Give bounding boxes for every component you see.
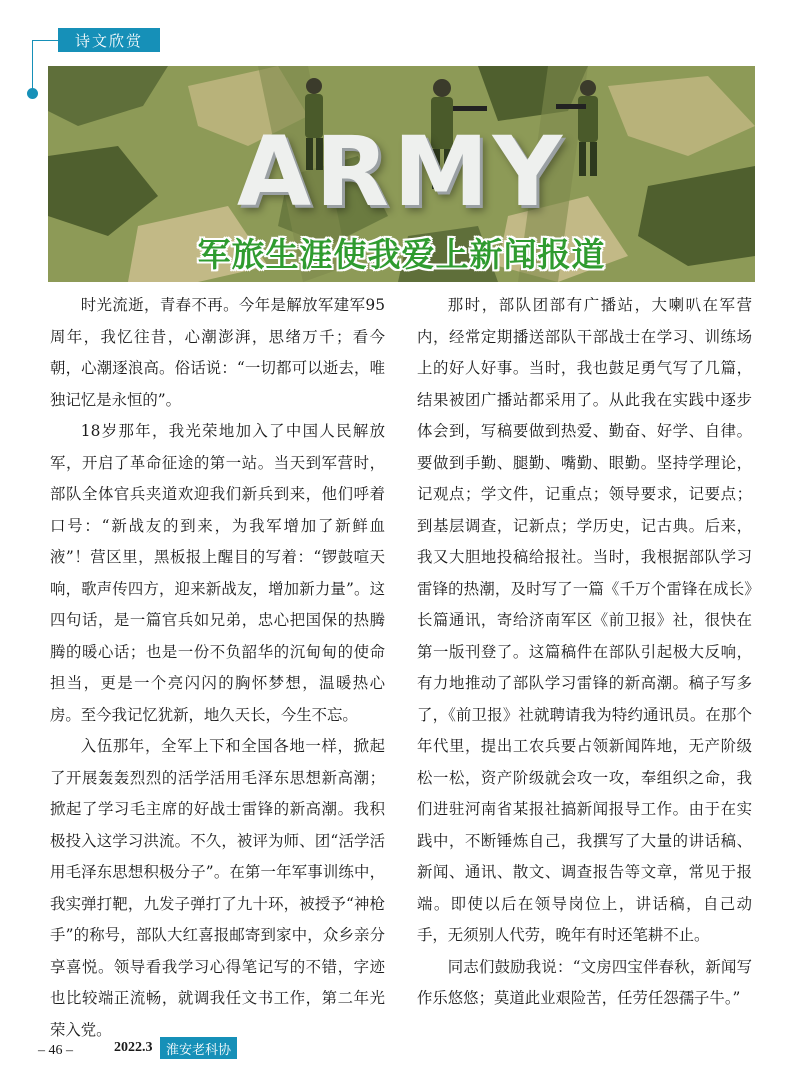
issue-number: 2022.3 <box>114 1040 153 1055</box>
article-column-right <box>417 290 752 1015</box>
paragraph: 同志们鼓励我说：“文房四宝伴春秋，新闻写作乐悠悠；莫道此业艰险苦，任劳任怨孺子牛。” <box>417 957 752 1007</box>
paragraph: 时光流逝，青春不再。今年是解放军建军95周年，我忆往昔，心潮澎湃，思绪万千；看今朝，心潮逐浪高。俗话说：“一切都可以逝去，唯独记忆是永恒的”。 <box>50 296 385 409</box>
title-banner <box>48 66 755 282</box>
section-tag-line <box>32 40 58 41</box>
section-tag: 诗文欣赏 <box>58 28 160 52</box>
paragraph: 18岁那年，我光荣地加入了中国人民解放军，开启了革命征途的第一站。当天到军营时，部队全体官兵夹道欢迎我们新兵到来，他们呼着口号：“新战友的到来，为我军增加了新鲜血液”！营区里，黑板报上醒目的写着：“锣鼓喧天响，歌声传四方，迎来新战友，增加新力量”。这四句话，是一篇官兵如兄弟，忠心把国保的热腾腾的暖心话；也是一份不负韶华的沉甸甸的使命担当，更是一个亮闪闪的胸怀梦想，温暖热心房。至今我记忆犹新，地久天长，今生不忘。 <box>50 422 385 724</box>
paragraph: 那时，部队团部有广播站，大喇叭在军营内，经常定期播送部队干部战士在学习、训练场上的好人好事。当时，我也鼓足勇气写了几篇，结果被团广播站都采用了。从此我在实践中逐步体会到，写稿要做到热爱、勤奋、好学、自律。要做到手勤、腿勤、嘴勤、眼勤。坚持学理论，记观点；学文件，记重点；领导要求，记要点；到基层调查，记新点；学历史，记古典。后来，我又大胆地投稿给报社。当时，我根据部队学习雷锋的热潮，及时写了一篇《千万个雷锋在成长》长篇通讯，寄给济南军区《前卫报》社，很快在第一版刊登了。这篇稿件在部队引起极大反响，有力地推动了部队学习雷锋的新高潮。稿子写多了，《前卫报》社就聘请我为特约通讯员。在那个年代里，提出工农兵要占领新闻阵地，无产阶级松一松，资产阶级就会攻一攻，奉组织之命，我们进驻河南省某报社搞新闻报导工作。由于在实践中，不断锤炼自己，我撰写了大量的讲话稿、新闻、通讯、散文、调查报告等文章，常见于报端。即使以后在领导岗位上，讲话稿，自己动手，无须别人代劳，晚年有时还笔耕不止。 <box>417 296 752 944</box>
article-column-left <box>50 290 385 1046</box>
section-tag-line <box>32 40 33 92</box>
page-number: – 46 – <box>38 1043 73 1058</box>
army-title-art: ARMY <box>236 116 567 228</box>
article-title: 军旅生涯使我爱上新闻报道 <box>197 235 606 274</box>
paragraph: 入伍那年，全军上下和全国各地一样，掀起了开展轰轰烈烈的活学活用毛泽东思想新高潮；掀起了学习毛主席的好战士雷锋的新高潮。我积极投入这学习洪流。不久，被评为师、团“活学活用毛泽东思想积极分子”。在第一年军事训练中，我实弹打靶，九发子弹打了九十环，被授予“神枪手”的称号，部队大红喜报邮寄到家中，众乡亲分享喜悦。领导看我学习心得笔记写的不错，字迹也比较端正流畅，就调我任文书工作，第二年光荣入党。 <box>50 737 385 1039</box>
section-tag-dot <box>27 88 38 99</box>
journal-name-badge: 淮安老科协 <box>160 1037 237 1059</box>
